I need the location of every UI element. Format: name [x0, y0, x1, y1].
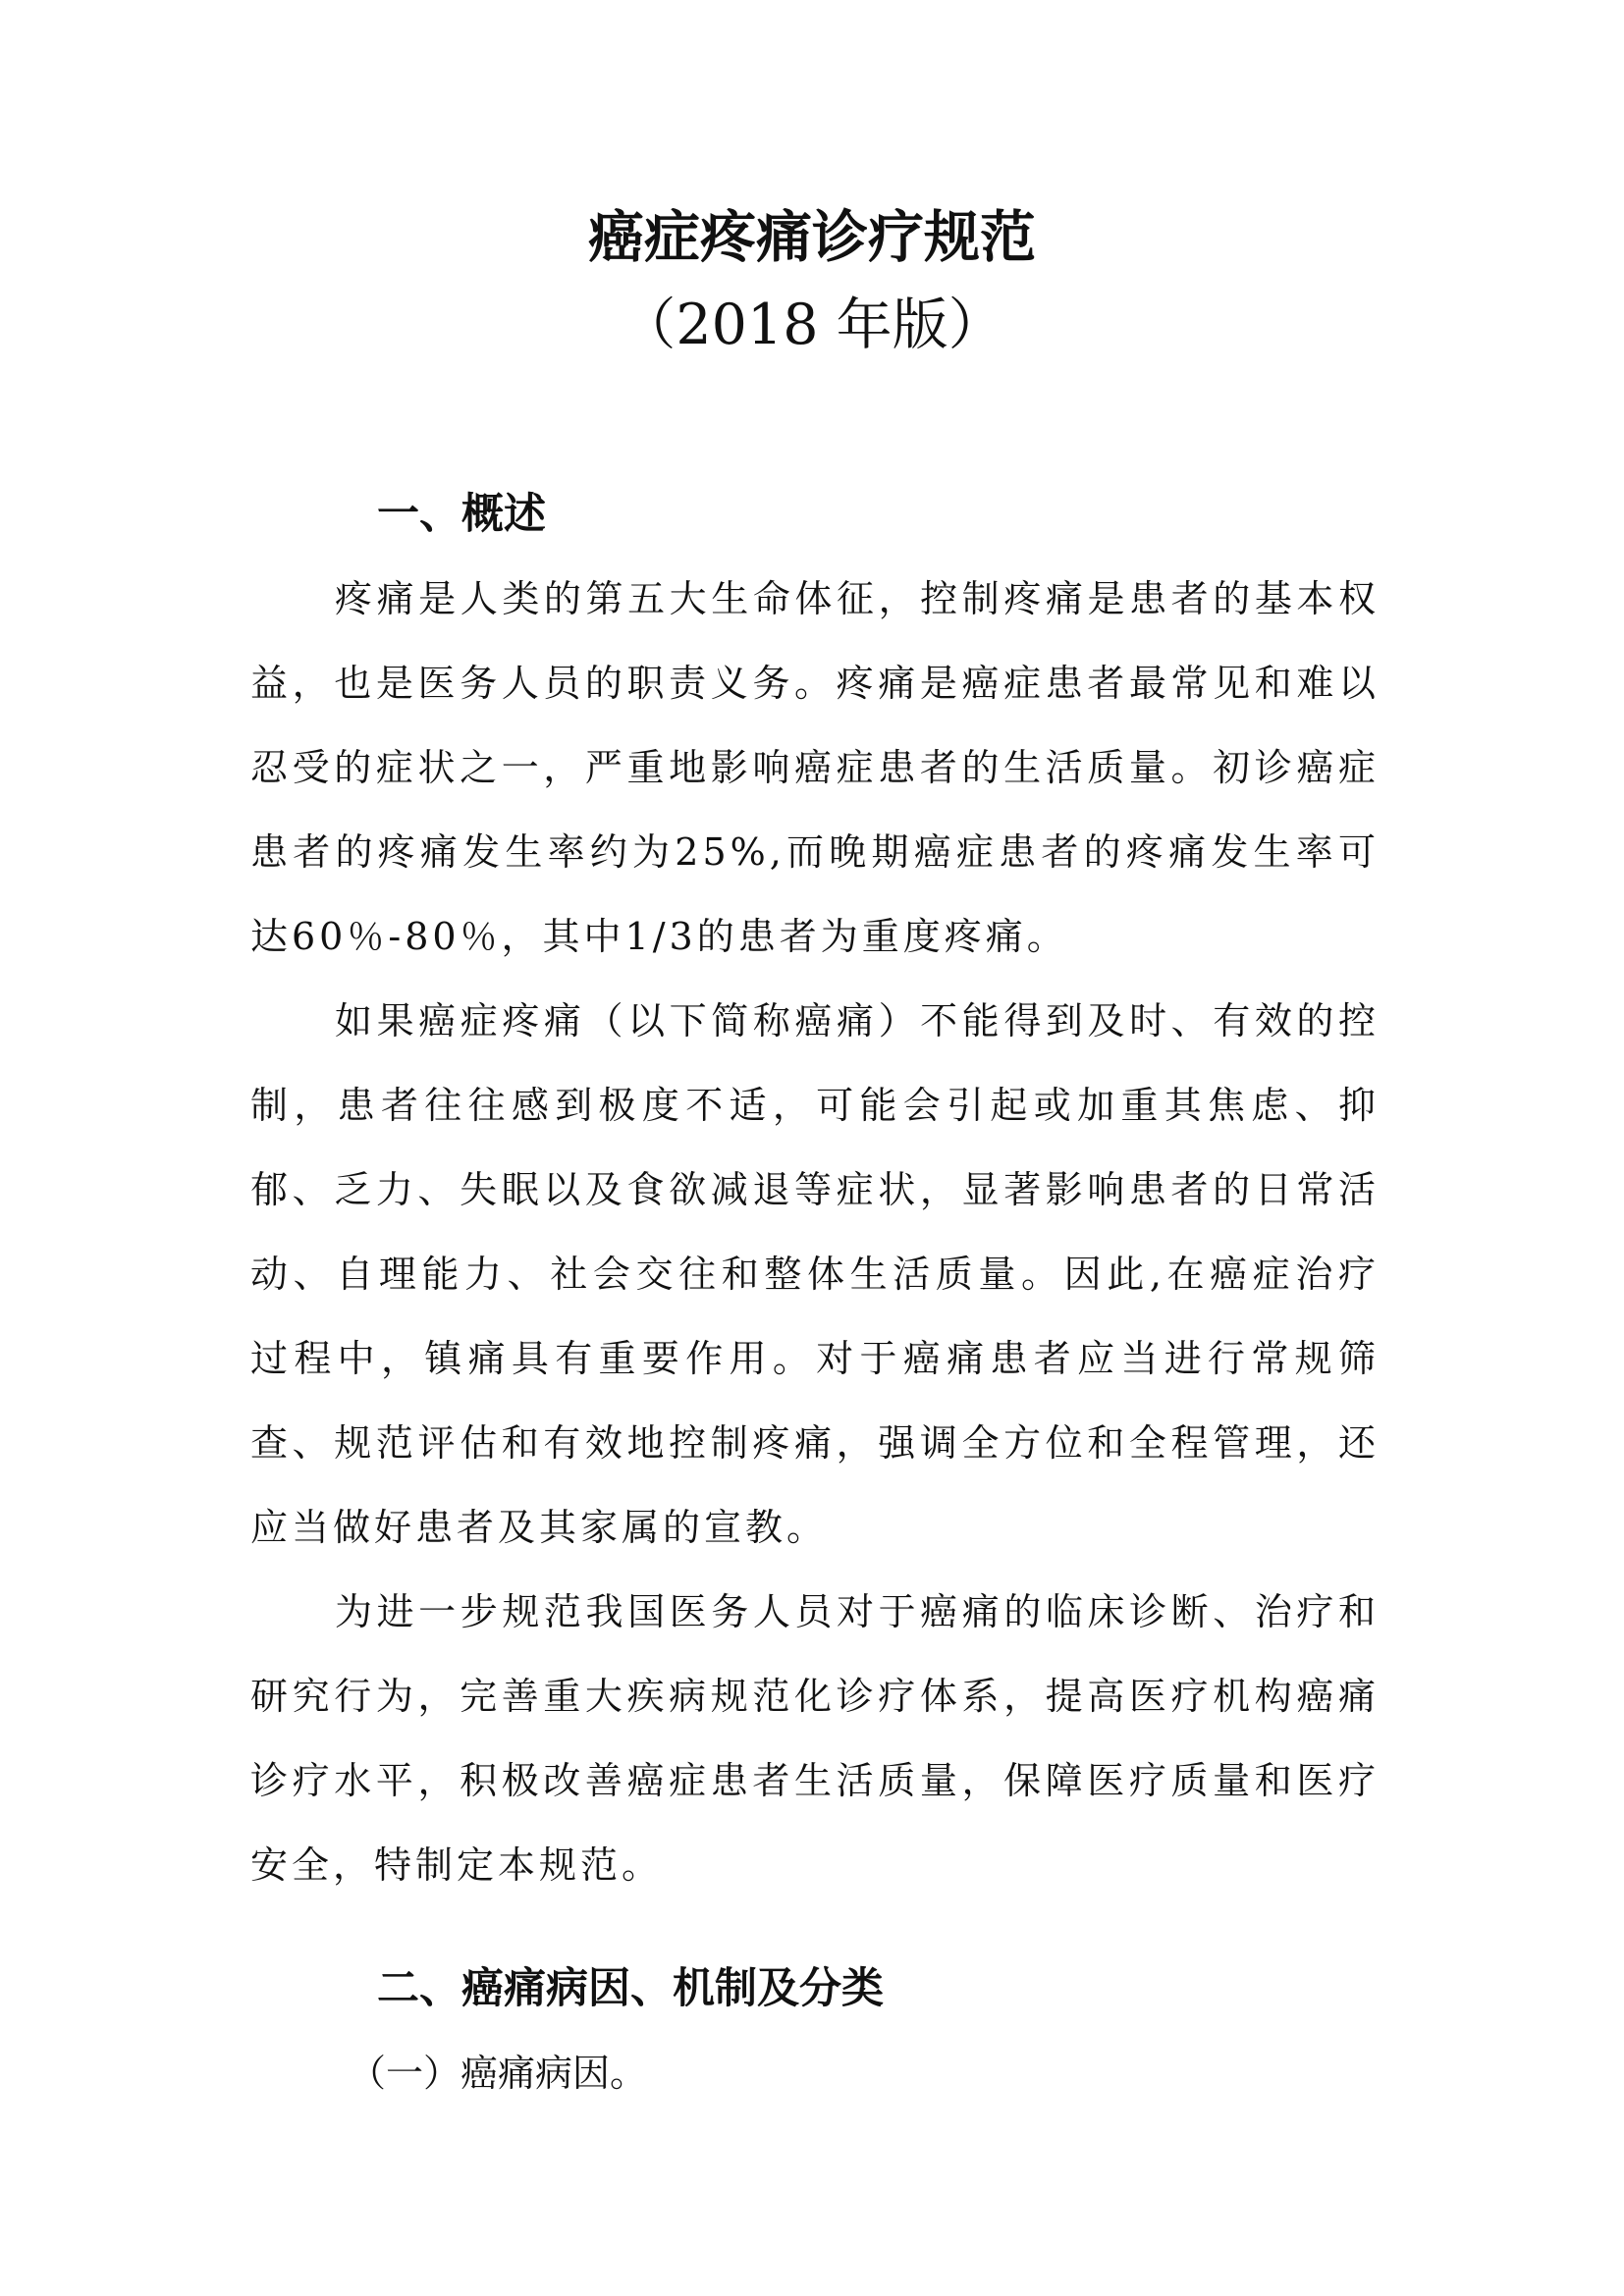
section-heading-causes: 二、癌痛病因、机制及分类 — [377, 1964, 884, 2013]
document-subtitle: （2018 年版） — [620, 293, 1004, 357]
section-spacer — [250, 1907, 1380, 1947]
paragraph: 如果癌症疼痛（以下简称癌痛）不能得到及时、有效的控制，患者往往感到极度不适，可能会引起或加重其焦虑、抑郁、乏力、失眠以及食欲减退等症状，显著影响患者的日常活动、自理能力、社会交往和整体生活质量。因此,在癌症治疗过程中，镇痛具有重要作用。对于癌痛患者应当进行常规筛查、规范评估和有效地控制疼痛，强调全方位和全程管理，还应当做好患者及其家属的宣教。 — [250, 999, 1380, 1549]
paragraph: 疼痛是人类的第五大生命体征，控制疼痛是患者的基本权益，也是医务人员的职责义务。疼痛是癌症患者最常见和难以忍受的症状之一，严重地影响癌症患者的生活质量。初诊癌症患者的疼痛发生率约为25%,而晚期癌症患者的疼痛发生率可达60％-80％，其中1/3的患者为重度疼痛。 — [250, 577, 1380, 958]
document-body — [250, 472, 1380, 2115]
subsection-heading: （一）癌痛病因。 — [349, 2052, 648, 2095]
section-heading-overview: 一、概述 — [377, 490, 546, 539]
document-title: 癌症疼痛诊疗规范 — [588, 205, 1036, 270]
paragraph: 为进一步规范我国医务人员对于癌痛的临床诊断、治疗和研究行为，完善重大疾病规范化诊疗体系，提高医疗机构癌痛诊疗水平，积极改善癌症患者生活质量，保障医疗质量和医疗安全，特制定本规范。 — [250, 1590, 1380, 1887]
